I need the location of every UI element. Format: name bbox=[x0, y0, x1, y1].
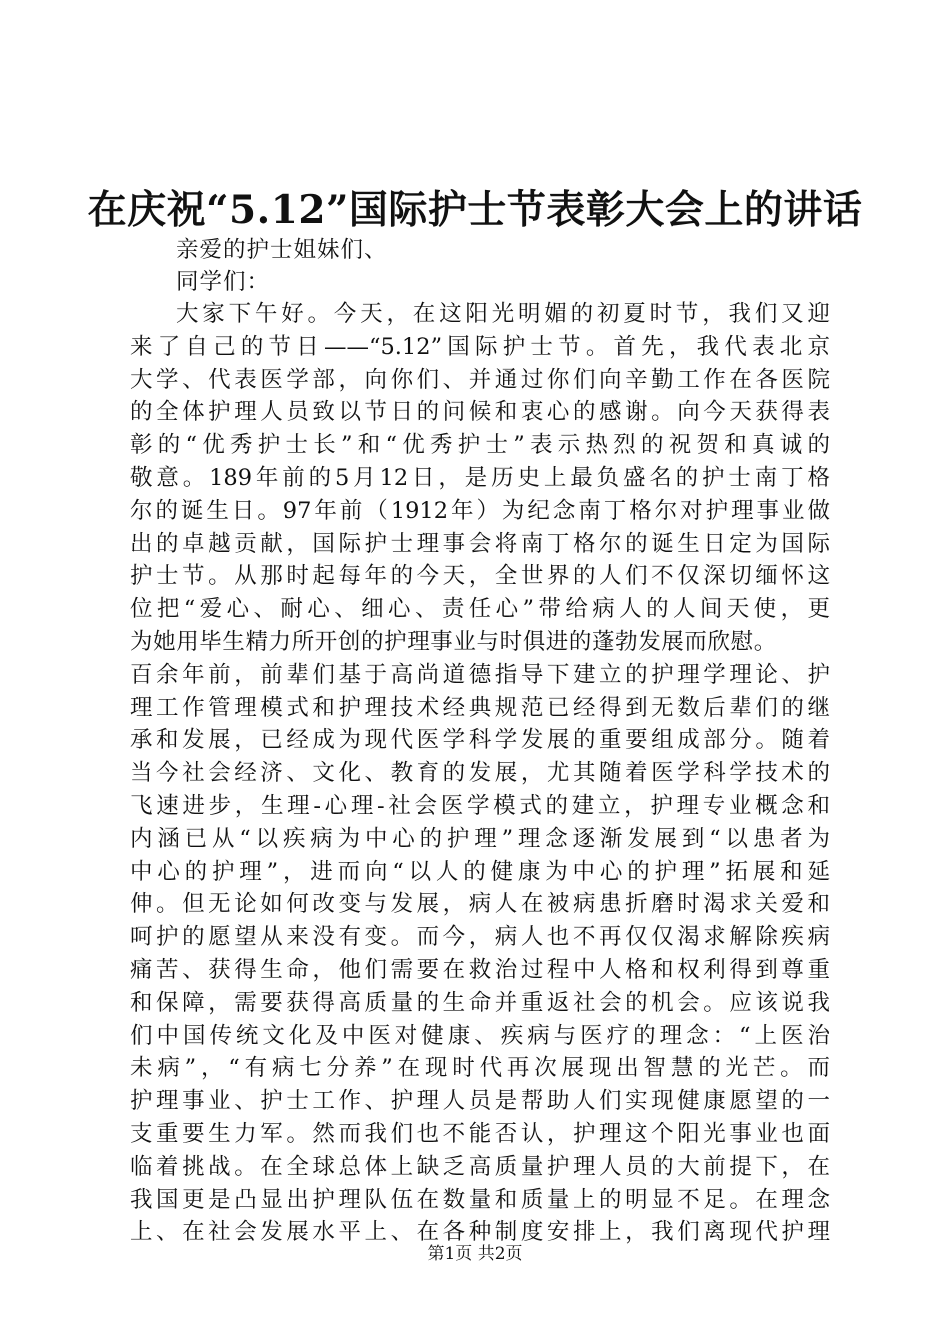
body-line: 临着挑战。在全球总体上缺乏高质量护理人员的大前提下，在 bbox=[130, 1153, 830, 1180]
body-line: 彰的“优秀护士长”和“优秀护士”表示热烈的祝贺和真诚的 bbox=[130, 432, 830, 459]
body-line: 的全体护理人员致以节日的问候和衷心的感谢。向今天获得表 bbox=[130, 399, 830, 426]
body-line: 尔的诞生日。97年前（1912年）为纪念南丁格尔对护理事业做 bbox=[130, 497, 830, 524]
body-line: 护士节。从那时起每年的今天，全世界的人们不仅深切缅怀这 bbox=[130, 563, 830, 590]
body-line: 我国更是凸显出护理队伍在数量和质量上的明显不足。在理念 bbox=[130, 1186, 830, 1213]
body-line: 伸。但无论如何改变与发展，病人在被病患折磨时渴求关爱和 bbox=[130, 891, 830, 918]
body-line: 飞速进步，生理-心理-社会医学模式的建立，护理专业概念和 bbox=[130, 792, 830, 819]
body-line: 来了自己的节日——“5.12”国际护士节。首先，我代表北京 bbox=[130, 333, 830, 360]
body-line: 出的卓越贡献，国际护士理事会将南丁格尔的诞生日定为国际 bbox=[130, 530, 830, 557]
body-line: 支重要生力军。然而我们也不能否认，护理这个阳光事业也面 bbox=[130, 1120, 830, 1147]
body-line: 未病”，“有病七分养”在现时代再次展现出智慧的光芒。而 bbox=[130, 1055, 830, 1082]
body-line: 呵护的愿望从来没有变。而今，病人也不再仅仅渴求解除疾病 bbox=[130, 924, 830, 951]
body-line: 上、在社会发展水平上、在各种制度安排上，我们离现代护理 bbox=[130, 1219, 830, 1246]
body-line: 内涵已从“以疾病为中心的护理”理念逐渐发展到“以患者为 bbox=[130, 825, 830, 852]
greeting-line-2: 同学们： bbox=[176, 269, 271, 295]
body-line: 百余年前，前辈们基于高尚道德指导下建立的护理学理论、护 bbox=[130, 661, 830, 688]
greeting-line-1: 亲爱的护士姐妹们、 bbox=[176, 237, 388, 263]
document-title: 在庆祝“5.12”国际护士节表彰大会上的讲话 bbox=[87, 187, 863, 233]
body-line: 大家下午好。今天，在这阳光明媚的初夏时节，我们又迎 bbox=[176, 301, 830, 327]
body-line: 大学、代表医学部，向你们、并通过你们向辛勤工作在各医院 bbox=[130, 366, 830, 393]
body-line: 痛苦、获得生命，他们需要在救治过程中人格和权利得到尊重 bbox=[130, 956, 830, 983]
body-line: 理工作管理模式和护理技术经典规范已经得到无数后辈们的继 bbox=[130, 694, 830, 721]
body-line: 和保障，需要获得高质量的生命并重返社会的机会。应该说我 bbox=[130, 989, 830, 1016]
page-footer: 第1页 共2页 bbox=[427, 1244, 523, 1264]
body-line: 护理事业、护士工作、护理人员是帮助人们实现健康愿望的一 bbox=[130, 1088, 830, 1115]
body-line: 们中国传统文化及中医对健康、疾病与医疗的理念：“上医治 bbox=[130, 1022, 830, 1049]
body-paragraph bbox=[130, 298, 830, 1249]
body-line: 承和发展，已经成为现代医学科学发展的重要组成部分。随着 bbox=[130, 727, 830, 754]
body-line: 位把“爱心、耐心、细心、责任心”带给病人的人间天使，更 bbox=[130, 596, 830, 623]
body-line: 为她用毕生精力所开创的护理事业与时俱进的蓬勃发展而欣慰。 bbox=[130, 628, 777, 655]
body-line: 敬意。189年前的5月12日，是历史上最负盛名的护士南丁格 bbox=[130, 464, 830, 491]
body-line: 中心的护理”，进而向“以人的健康为中心的护理”拓展和延 bbox=[130, 858, 830, 885]
body-line: 当今社会经济、文化、教育的发展，尤其随着医学科学技术的 bbox=[130, 760, 830, 787]
